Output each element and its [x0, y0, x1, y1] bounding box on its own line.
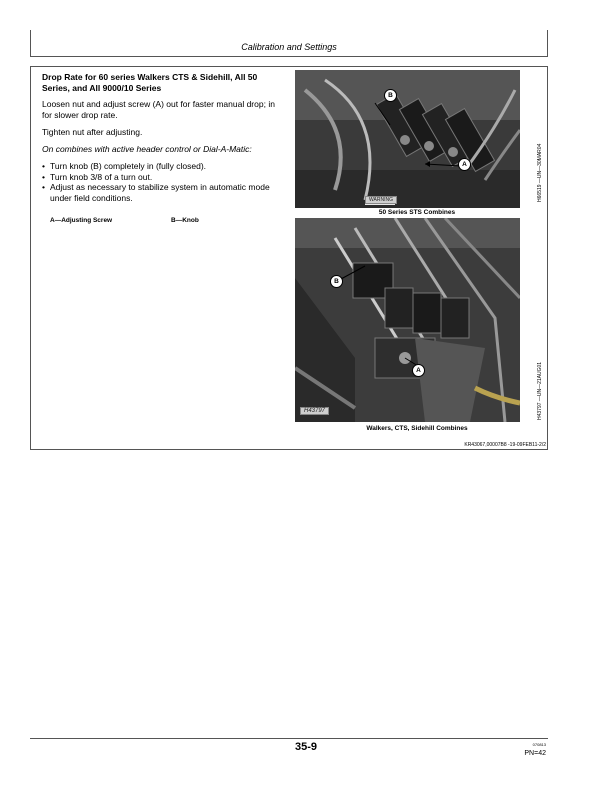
- figure-1-callout-b: B: [384, 89, 397, 102]
- instruction-paragraph-1: Loosen nut and adjust screw (A) out for faster manual drop; in for slower drop rate.: [42, 99, 275, 120]
- figure-2-illustration: [295, 218, 520, 422]
- bullet-icon: •: [42, 182, 45, 192]
- figure-1-caption: 50 Series STS Combines: [378, 209, 456, 216]
- legend-knob: B—Knob: [171, 217, 199, 224]
- figure-1-photo: [295, 70, 520, 208]
- figure-2-photo-label: H43797: [300, 407, 329, 415]
- bullet-item: • Turn knob (B) completely in (fully closed).: [42, 161, 207, 171]
- figure-2-callout-b: B: [330, 275, 343, 288]
- figure-2-callout-a: A: [412, 364, 425, 377]
- instruction-paragraph-2: Tighten nut after adjusting.: [42, 127, 143, 137]
- section-title: Drop Rate for 60 series Walkers CTS & Sidehill, All 50 Series, and All 9000/10 Series: [42, 72, 258, 93]
- bullet-item: • Turn knob 3/8 of a turn out.: [42, 171, 153, 182]
- header-frame: [30, 30, 548, 57]
- instruction-bullet-list: [42, 161, 282, 203]
- figure-2-caption: Walkers, CTS, Sidehill Combines: [366, 425, 468, 432]
- bullet-icon: •: [42, 171, 45, 182]
- legend-adjusting-screw: A—Adjusting Screw: [50, 217, 113, 224]
- footer-pn: PN=42: [524, 750, 546, 757]
- figure-1-warning-sticker: WARNING: [365, 196, 397, 204]
- figure-1-side-id: H66519 —UN—30MAR04: [537, 143, 543, 202]
- figure-2-side-id: H43797 —UN—21AUG01: [537, 361, 543, 420]
- page-number: 35-9: [294, 741, 318, 753]
- page-header-title: Calibration and Settings: [241, 42, 337, 52]
- figure-1-illustration: [295, 70, 520, 208]
- footer-rule: [30, 738, 548, 739]
- figure-2-photo: [295, 218, 520, 422]
- instruction-paragraph-3: On combines with active header control or Dial-A-Matic:: [42, 144, 252, 154]
- figure-1-callout-a: A: [458, 158, 471, 171]
- bullet-icon: •: [42, 161, 45, 171]
- reference-code: KR43067,00007B8 -19-09FEB11-2/2: [464, 442, 546, 448]
- footer-date: 070813: [532, 742, 546, 747]
- bullet-item: • Adjust as necessary to stabilize system in automatic mode under field conditions.: [42, 182, 270, 203]
